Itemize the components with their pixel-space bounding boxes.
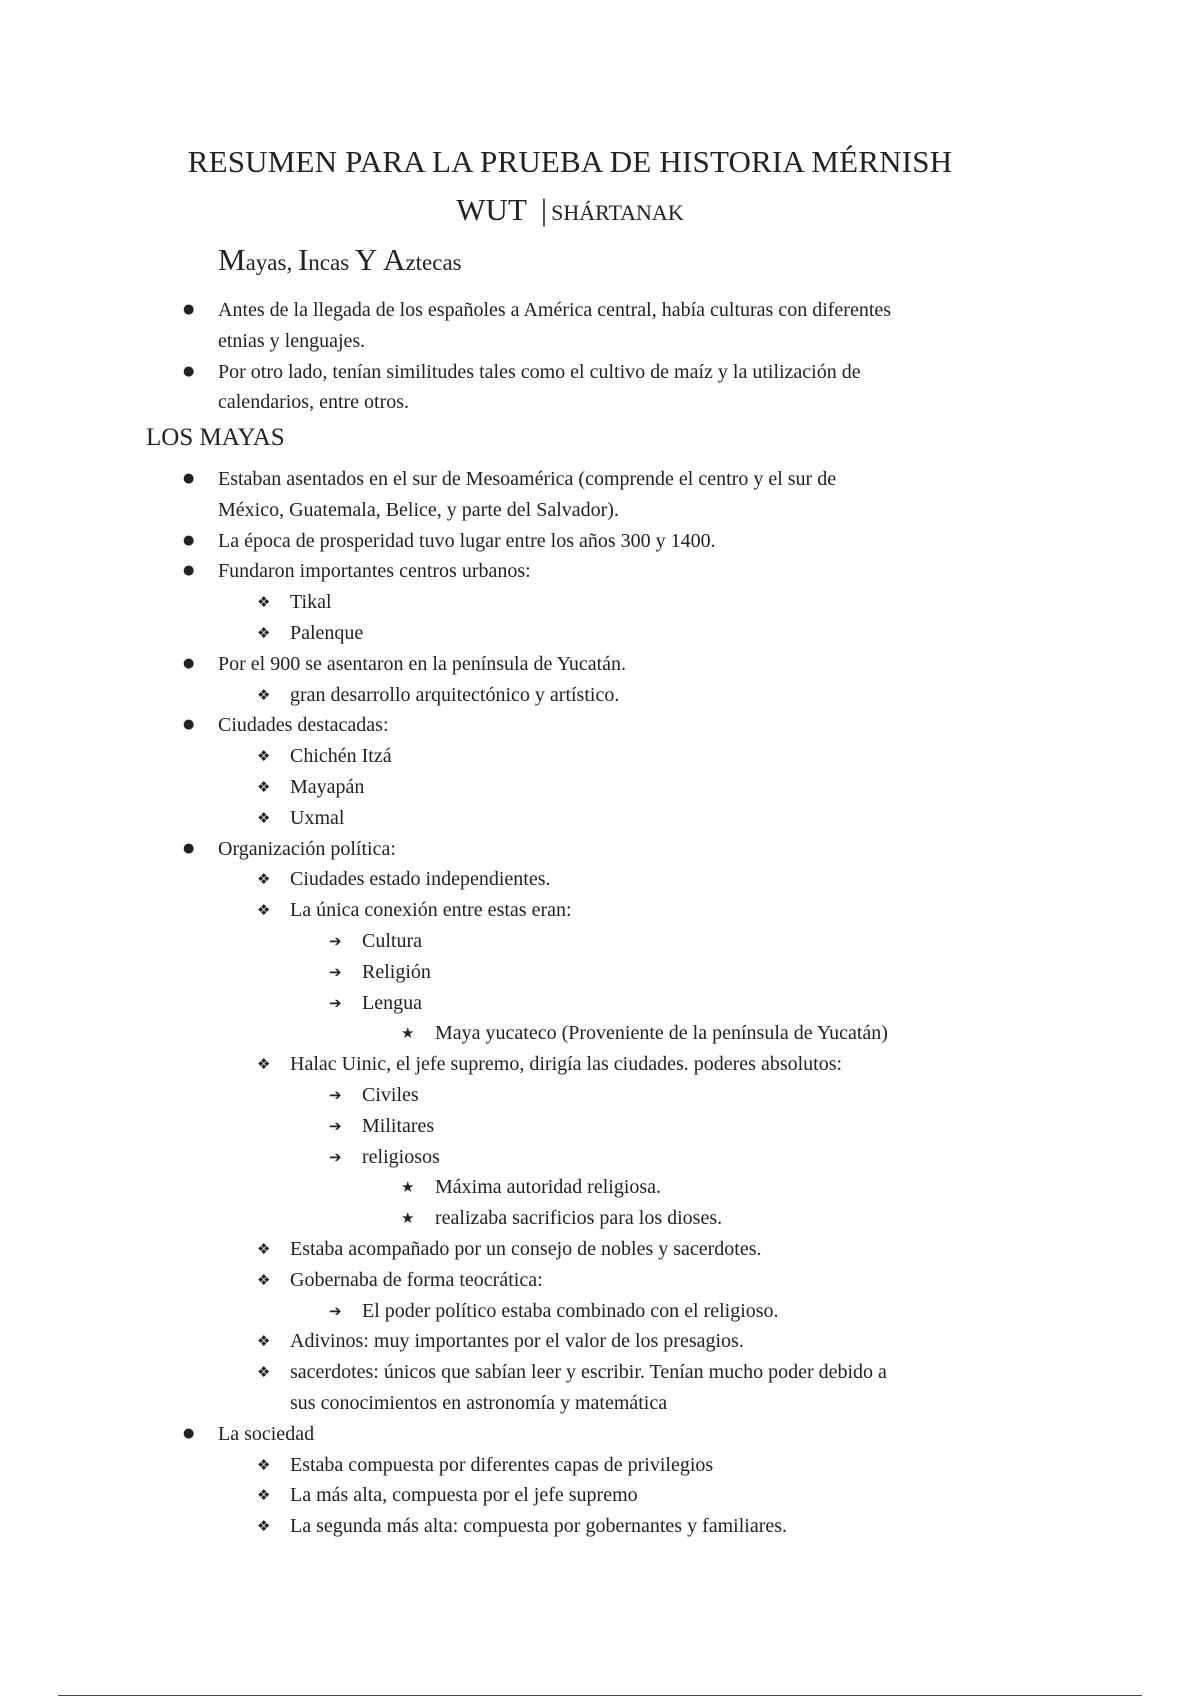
list-item-line: religiosos (362, 1145, 440, 1168)
arrow-bullet-icon: ➔ (329, 1147, 342, 1166)
list-item-line: Chichén Itzá (290, 745, 392, 768)
arrow-bullet-icon: ➔ (329, 1301, 342, 1320)
list-item-line: Adivinos: muy importantes por el valor de los presagios. (290, 1330, 744, 1353)
list-item-line: sacerdotes: únicos que sabían leer y escribir. Tenían mucho poder debido a (290, 1361, 887, 1384)
document-title: RESUMEN PARA LA PRUEBA DE HISTORIA MÉRNISH (187, 144, 953, 179)
arrow-bullet-icon: ➔ (329, 1086, 342, 1104)
diamond-bullet-icon: ❖ (257, 808, 271, 827)
diamond-bullet-icon: ❖ (257, 593, 271, 612)
diamond-bullet-icon: ❖ (257, 1270, 271, 1289)
title-main: WUT (456, 192, 527, 227)
diamond-bullet-icon: ❖ (257, 1240, 271, 1258)
list-item-line: Lengua (362, 991, 422, 1014)
list-item-line: Halac Uinic, el jefe supremo, dirigía las ciudades. poderes absolutos: (290, 1053, 843, 1076)
arrow-bullet-icon: ➔ (329, 932, 342, 950)
list-item-line: Religión (362, 960, 431, 983)
diamond-bullet-icon: ❖ (257, 1517, 271, 1536)
list-item-line: Máxima autoridad religiosa. (435, 1176, 662, 1199)
list-item-line: calendarios, entre otros. (218, 391, 410, 414)
diamond-bullet-icon: ❖ (257, 685, 271, 704)
list-item-line: Tikal (290, 591, 332, 614)
list-item-line: La segunda más alta: compuesta por gobernantes y familiares. (290, 1515, 788, 1538)
list-item-line: Militares (362, 1114, 435, 1137)
section-title: LOS MAYAS (146, 424, 285, 451)
star-bullet-icon: ★ (401, 1209, 415, 1228)
diamond-bullet-icon: ❖ (257, 1363, 271, 1382)
diamond-bullet-icon: ❖ (257, 901, 271, 920)
diamond-bullet-icon: ❖ (257, 1332, 271, 1351)
bullet-dot-icon: ● (183, 717, 195, 733)
star-bullet-icon: ★ (401, 1178, 415, 1197)
list-item-line: Mayapán (290, 776, 365, 798)
star-bullet-icon: ★ (401, 1024, 415, 1043)
topic-heading: Mayas, Incas Y Aztecas (218, 242, 462, 277)
list-item-line: Gobernaba de forma teocrática: (290, 1268, 543, 1291)
diamond-bullet-icon: ❖ (257, 870, 271, 889)
bullet-dot-icon: ● (183, 840, 195, 856)
diamond-bullet-icon: ❖ (257, 1486, 271, 1505)
list-item-line: Civiles (362, 1084, 419, 1106)
title-sub: SHÁRTANAK (551, 200, 684, 225)
list-item-line: Ciudades destacadas: (218, 714, 389, 737)
list-item-line: etnias y lenguajes. (218, 329, 366, 352)
list-item-line: Uxmal (290, 806, 345, 829)
list-item-line: Palenque (290, 622, 364, 644)
list-item-line: Ciudades estado independientes. (290, 868, 551, 891)
diamond-bullet-icon: ❖ (257, 1055, 271, 1074)
list-item-line: México, Guatemala, Belice, y parte del Salvador). (218, 498, 619, 521)
list-item-line: Cultura (362, 930, 422, 952)
list-item-line: La única conexión entre estas eran: (290, 899, 572, 922)
arrow-bullet-icon: ➔ (329, 1116, 342, 1135)
list-item-line: Fundaron importantes centros urbanos: (218, 560, 531, 583)
list-item-line: La más alta, compuesta por el jefe supremo (290, 1484, 638, 1507)
diamond-bullet-icon: ❖ (257, 747, 271, 766)
bullet-dot-icon: ● (183, 302, 195, 317)
document-subtitle (0, 192, 1140, 228)
list-item-line: Estaba acompañado por un consejo de nobles y sacerdotes. (290, 1238, 762, 1260)
title-separator: | (540, 192, 548, 227)
list-item-line: Organización política: (218, 837, 396, 860)
diamond-bullet-icon: ❖ (257, 778, 271, 796)
list-item-line: Maya yucateco (Proveniente de la península de Yucatán) (435, 1022, 888, 1045)
bullet-dot-icon: ● (183, 563, 195, 579)
arrow-bullet-icon: ➔ (329, 993, 342, 1012)
list-item-line: gran desarrollo arquitectónico y artístico. (290, 683, 620, 706)
list-item-line: realizaba sacrificios para los dioses. (435, 1207, 723, 1230)
list-item-line: Estaba compuesta por diferentes capas de privilegios (290, 1453, 714, 1476)
bullet-dot-icon: ● (183, 1425, 195, 1441)
footer-divider (58, 1695, 1142, 1696)
list-item-line: Estaban asentados en el sur de Mesoamérica (comprende el centro y el sur de (218, 468, 837, 490)
bullet-dot-icon: ● (183, 363, 195, 379)
arrow-bullet-icon: ➔ (329, 962, 342, 981)
bullet-dot-icon: ● (183, 655, 195, 671)
list-item-line: Antes de la llegada de los españoles a América central, había culturas con diferentes (218, 299, 892, 321)
list-item-line: La sociedad (218, 1422, 315, 1445)
diamond-bullet-icon: ❖ (257, 1455, 271, 1474)
list-item-line: El poder político estaba combinado con el religioso. (362, 1299, 779, 1322)
list-item-line: La época de prosperidad tuvo lugar entre los años 300 y 1400. (218, 529, 716, 552)
list-item-line: Por el 900 se asentaron en la península de Yucatán. (218, 652, 627, 675)
bullet-dot-icon: ● (183, 471, 195, 486)
bullet-dot-icon: ● (183, 532, 195, 548)
list-item-line: sus conocimientos en astronomía y matemática (290, 1392, 668, 1414)
list-item-line: Por otro lado, tenían similitudes tales como el cultivo de maíz y la utilización de (218, 360, 861, 383)
diamond-bullet-icon: ❖ (257, 624, 271, 642)
